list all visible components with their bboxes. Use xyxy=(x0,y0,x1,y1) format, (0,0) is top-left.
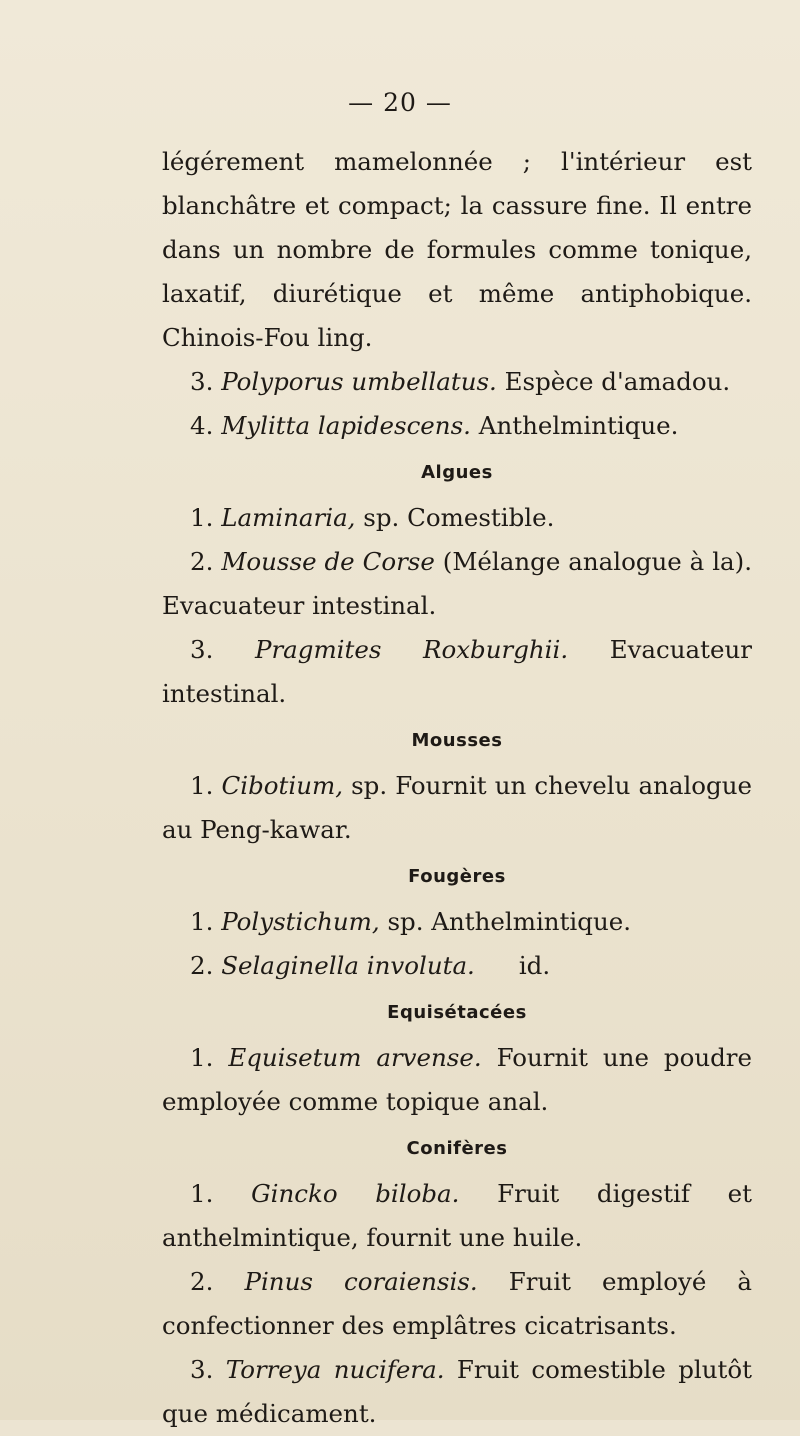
section-heading-mousses: Mousses xyxy=(411,730,503,751)
entry-number: 4. xyxy=(190,411,214,440)
entry-number: 3. xyxy=(190,635,214,664)
entry-cibotium xyxy=(162,764,752,852)
entry-description: sp. Comestible. xyxy=(363,503,555,532)
entry-number: 2. xyxy=(190,951,214,980)
taxon-name: Polystichum, xyxy=(221,907,380,936)
entry-pragmites xyxy=(162,628,752,716)
entry-number: 3. xyxy=(190,1355,214,1384)
entry-number: 1. xyxy=(190,771,214,800)
entry-pinus xyxy=(162,1260,752,1348)
entry-number: 3. xyxy=(190,367,214,396)
taxon-name: Pragmites Roxburghii. xyxy=(254,635,569,664)
entry-description: sp. Anthelmintique. xyxy=(387,907,632,936)
entry-description: Evacuateur intestinal. xyxy=(162,635,752,708)
page-body xyxy=(162,140,752,1436)
taxon-name: Selaginella involuta. xyxy=(221,951,475,980)
entry-description: id. xyxy=(518,951,551,980)
taxon-name: Equisetum arvense. xyxy=(228,1043,482,1072)
section-heading-equisetacees: Equisétacées xyxy=(387,1002,527,1023)
taxon-name: Pinus coraiensis. xyxy=(244,1267,478,1296)
entry-description: (Mélange analogue à la). Evacuateur intestinal. xyxy=(162,547,752,620)
entry-number: 1. xyxy=(190,1043,214,1072)
entry-equisetum xyxy=(162,1036,752,1124)
entry-description: Fruit digestif et anthelmintique, fournit une huile. xyxy=(162,1179,752,1252)
entry-number: 1. xyxy=(190,503,214,532)
entry-gincko xyxy=(162,1172,752,1260)
taxon-name: Gincko biloba. xyxy=(251,1179,460,1208)
page-number: — 20 — xyxy=(348,88,452,117)
intro-paragraph: légérement mamelonnée ; l'intérieur est blanchâtre et compact; la cassure fine. Il entre dans un nombre de formules comme tonique, laxatif, diurétique et même antiphobique. Chinois-Fou ling. xyxy=(162,147,752,352)
entry-number: 2. xyxy=(190,547,214,576)
entry-description: Anthelmintique. xyxy=(478,411,679,440)
entry-polyporus xyxy=(162,360,752,404)
taxon-name: Mousse de Corse xyxy=(221,547,435,576)
entry-number: 2. xyxy=(190,1267,214,1296)
taxon-name: Laminaria, xyxy=(221,503,356,532)
section-heading-coniferes: Conifères xyxy=(406,1138,508,1159)
entry-torreya xyxy=(162,1348,752,1436)
entry-laminaria xyxy=(162,496,752,540)
taxon-name: Torreya nucifera. xyxy=(225,1355,445,1384)
taxon-name: Polyporus umbellatus. xyxy=(221,367,497,396)
taxon-name: Mylitta lapidescens. xyxy=(221,411,471,440)
entry-description: Fournit une poudre employée comme topique anal. xyxy=(162,1043,752,1116)
section-heading-fougeres: Fougères xyxy=(408,866,506,887)
entry-description: Fruit comestible plutôt que médicament. xyxy=(162,1355,752,1428)
entry-number: 1. xyxy=(190,907,214,936)
entry-polystichum xyxy=(162,900,752,944)
entry-description: Fruit employé à confectionner des emplâtres cicatrisants. xyxy=(162,1267,753,1340)
taxon-name: Cibotium, xyxy=(221,771,343,800)
entry-mylitta xyxy=(162,404,752,448)
section-heading-algues: Algues xyxy=(421,462,493,483)
entry-description: Espèce d'amadou. xyxy=(504,367,731,396)
entry-selaginella xyxy=(162,944,752,988)
entry-description: sp. Fournit un chevelu analogue au Peng-kawar. xyxy=(162,771,752,844)
entry-number: 1. xyxy=(190,1179,214,1208)
entry-mousse-de-corse xyxy=(162,540,752,628)
